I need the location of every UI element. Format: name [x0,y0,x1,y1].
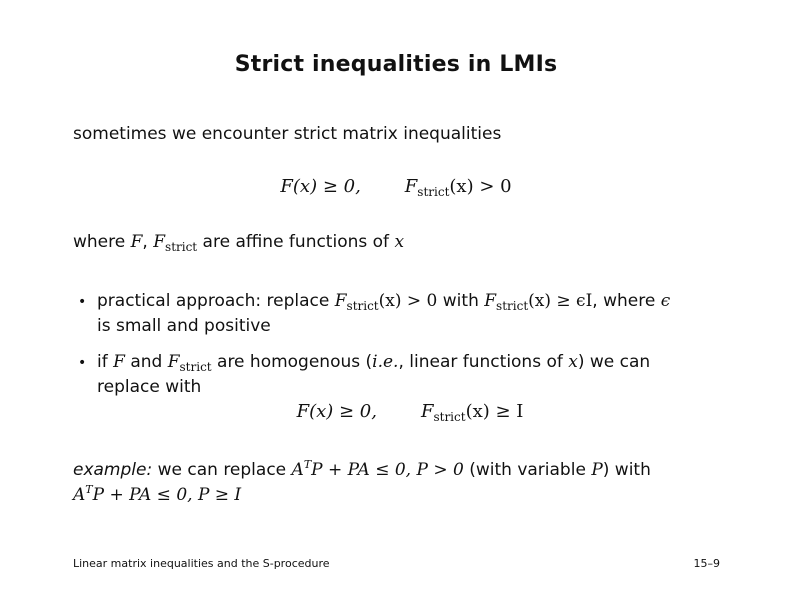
eq1-F: F [404,176,418,197]
b2-F2: F [167,352,180,372]
b2-text5: ) we can [577,352,651,372]
ex-A: A [291,460,304,480]
b1-math1: (x) > 0 [378,291,438,311]
eq2-left: F(x) ≥ 0, [296,401,377,422]
ex-T2: T [85,483,93,496]
where-prefix: where [73,232,131,252]
eq1-tail: (x) > 0 [449,176,512,197]
eq1-left: F(x) ≥ 0, [280,176,361,197]
b1-sub1: strict [346,299,379,313]
b2-ie: i.e. [372,352,399,372]
ex-P: P [591,460,603,480]
example-label: example: [73,460,153,480]
ex-text2: (with variable [463,460,592,480]
slide-title: Strict inequalities in LMIs [234,52,558,77]
eq2-sub: strict [433,410,466,424]
b1-text3: , where [592,291,661,311]
b1-text2: with [437,291,485,311]
where-F2: F [153,232,166,252]
intro-text: sometimes we encounter strict matrix inequalities [73,124,502,144]
bullet-2-line-2: replace with [97,377,202,397]
b1-text1: practical approach: replace [97,291,335,311]
ex-T: T [303,458,312,471]
example-line-1 [73,460,651,480]
b2-text4: , linear functions of [398,352,569,372]
ex-math2: P + PA ≤ 0, P ≥ I [92,485,242,505]
where-line [73,232,404,252]
b1-math2: (x) ≥ ϵI [528,291,593,311]
where-x: x [394,232,405,252]
b2-text2: and [124,352,168,372]
b1-F1: F [334,291,347,311]
b2-x: x [568,352,578,372]
eq1-sub: strict [417,185,450,199]
b1-F2: F [484,291,497,311]
footer-title: Linear matrix inequalities and the S-procedure [73,557,330,570]
display-equation-1 [0,176,792,197]
bullet-1-marker: • [78,294,87,310]
eq2-tail: (x) ≥ I [465,401,524,422]
example-line-2 [73,485,241,505]
bullet-1-line-2: is small and positive [97,316,271,336]
where-sub: strict [165,240,198,254]
b2-text3: are homogenous ( [211,352,373,372]
display-equation-2 [14,401,792,422]
page-number: 15–9 [693,557,720,570]
b1-sub2: strict [496,299,529,313]
eq2-F: F [420,401,434,422]
bullet-1-line-1 [97,291,670,311]
ex-text3: ) with [602,460,651,480]
ex-text1: we can replace [152,460,292,480]
b2-sub: strict [179,360,212,374]
b2-F: F [113,352,125,372]
b2-text1: if [97,352,114,372]
b1-eps: ϵ [660,291,671,311]
where-F: F [130,232,143,252]
ex-math1: P + PA ≤ 0, P > 0 [311,460,464,480]
ex-A2: A [73,485,86,505]
bullet-2-line-1 [97,352,650,372]
where-suffix: are affine functions of [197,232,395,252]
where-comma: , [142,232,154,252]
bullet-2-marker: • [78,355,87,371]
